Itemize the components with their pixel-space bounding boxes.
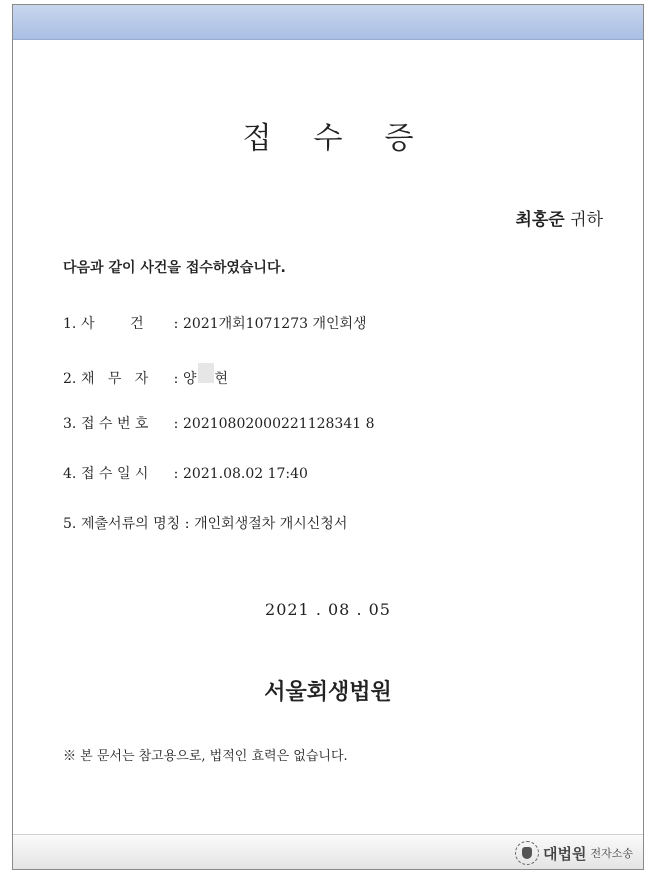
item-value: 2021.08.02 17:40 bbox=[183, 466, 308, 482]
item-receipt-datetime bbox=[63, 463, 623, 513]
item-number: 5. bbox=[63, 516, 77, 532]
issue-date: 2021 . 08 . 05 bbox=[265, 600, 391, 619]
item-label: 사 건 bbox=[81, 316, 144, 332]
document-viewer bbox=[12, 4, 644, 870]
item-number: 1. bbox=[63, 316, 77, 332]
item-number: 2. bbox=[63, 371, 77, 387]
logo-main-text: 대법원 bbox=[543, 844, 587, 863]
disclaimer-note: ※ 본 문서는 참고용으로, 법적인 효력은 없습니다. bbox=[63, 749, 348, 764]
item-label: 제출서류의 명칭 bbox=[81, 516, 181, 532]
item-colon: : bbox=[173, 416, 179, 432]
court-name: 서울회생법원 bbox=[264, 679, 392, 705]
item-label: 접 수 번 호 bbox=[81, 416, 149, 432]
item-document-name bbox=[63, 513, 623, 563]
item-colon: : bbox=[173, 316, 179, 332]
viewer-bottom-bar bbox=[13, 834, 643, 869]
recipient-suffix: 귀하 bbox=[570, 210, 603, 230]
logo-sub-text: 전자소송 bbox=[590, 847, 633, 860]
intro-text: 다음과 같이 사건을 접수하였습니다. bbox=[63, 260, 286, 276]
item-value: 20210802000221128341 8 bbox=[183, 416, 375, 432]
item-colon: : bbox=[184, 516, 190, 532]
item-label: 접 수 일 시 bbox=[81, 466, 149, 482]
document-title: 접수증 bbox=[242, 121, 456, 156]
recipient-name: 최홍준 bbox=[515, 210, 565, 230]
supreme-court-emblem-icon bbox=[515, 841, 539, 865]
item-debtor bbox=[63, 363, 623, 413]
item-case bbox=[63, 313, 623, 363]
item-number: 4. bbox=[63, 466, 77, 482]
receipt-items bbox=[63, 313, 623, 563]
item-value: 2021개회1071273 개인회생 bbox=[183, 316, 367, 332]
item-value: 개인회생절차 개시신청서 bbox=[194, 516, 348, 532]
item-number: 3. bbox=[63, 416, 77, 432]
supreme-court-logo bbox=[515, 841, 633, 865]
item-colon: : bbox=[173, 371, 179, 387]
item-value-suffix: 현 bbox=[214, 371, 229, 387]
recipient bbox=[515, 205, 603, 230]
redaction-mask bbox=[198, 363, 214, 383]
item-label: 채 무 자 bbox=[81, 371, 149, 387]
item-value-prefix: 양 bbox=[183, 371, 197, 387]
viewer-top-bar bbox=[13, 5, 643, 40]
item-receipt-number bbox=[63, 413, 623, 463]
item-colon: : bbox=[173, 466, 179, 482]
